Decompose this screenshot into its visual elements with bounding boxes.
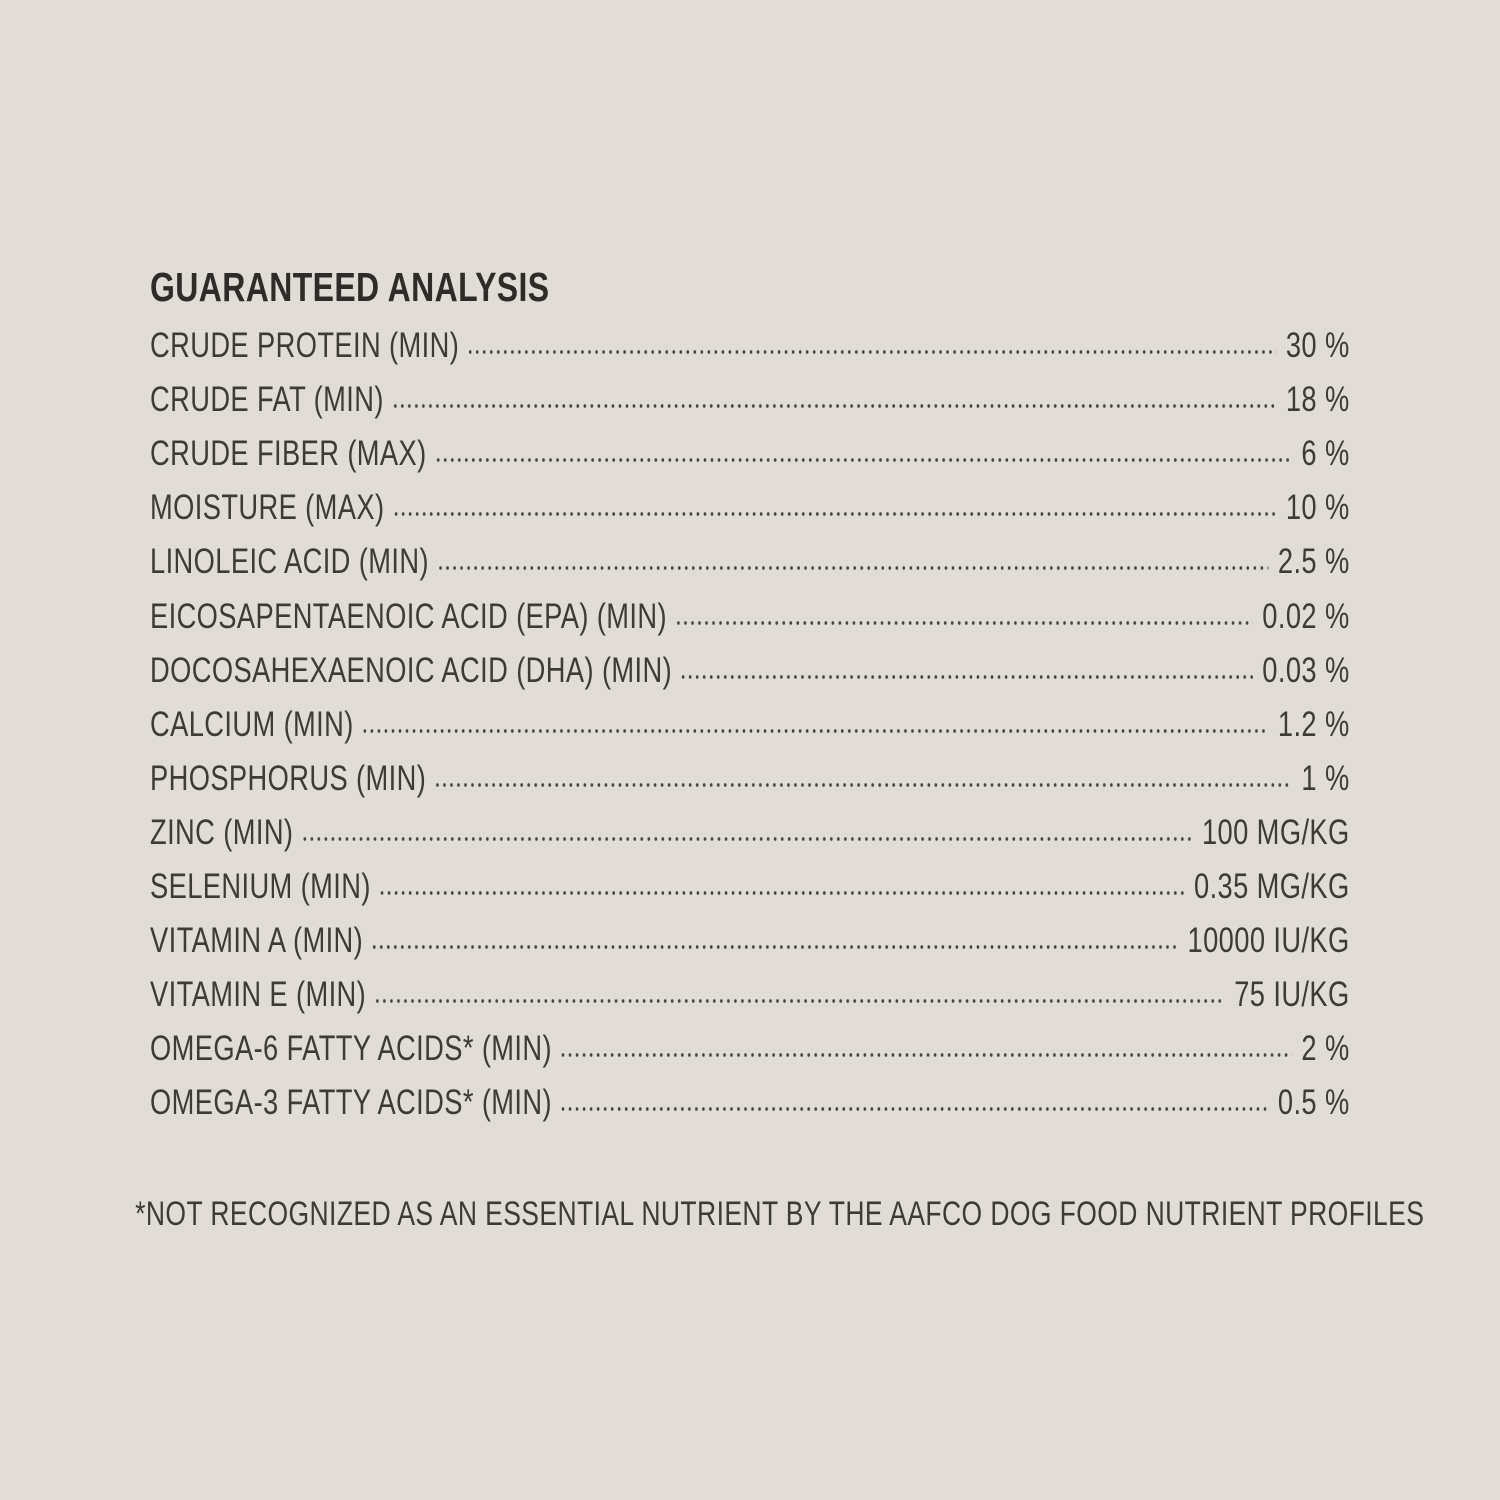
nutrient-label: CRUDE FIBER (MAX) [150, 434, 427, 474]
nutrient-label: SELENIUM (MIN) [150, 867, 371, 907]
analysis-row [150, 480, 1350, 534]
page-title: GUARANTEED ANALYSIS [150, 264, 550, 310]
nutrient-value: 100 MG/KG [1201, 812, 1350, 852]
nutrient-label: ZINC (MIN) [150, 812, 294, 852]
analysis-row [150, 426, 1350, 480]
nutrient-label: VITAMIN A (MIN) [150, 921, 364, 961]
dotted-leader [467, 350, 1276, 354]
nutrient-value: 30 % [1285, 326, 1350, 366]
nutrient-value: 18 % [1285, 380, 1350, 420]
nutrient-value: 10 % [1285, 488, 1350, 528]
dotted-leader [434, 783, 1292, 787]
analysis-row [150, 697, 1350, 751]
analysis-table [150, 318, 1350, 1129]
dotted-leader [392, 512, 1276, 516]
nutrient-label: MOISTURE (MAX) [150, 488, 385, 528]
dotted-leader [301, 837, 1192, 841]
dotted-leader [560, 1107, 1269, 1111]
nutrient-value: 0.5 % [1277, 1083, 1350, 1123]
nutrient-value: 2.5 % [1277, 542, 1350, 582]
dotted-leader [371, 945, 1178, 949]
analysis-row [150, 751, 1350, 805]
nutrient-label: CRUDE FAT (MIN) [150, 380, 384, 420]
nutrient-label: DOCOSAHEXAENOIC ACID (DHA) (MIN) [150, 650, 673, 690]
nutrient-value: 10000 IU/KG [1187, 921, 1350, 961]
nutrient-label: PHOSPHORUS (MIN) [150, 758, 427, 798]
nutrient-value: 0.03 % [1262, 650, 1350, 690]
analysis-row [150, 859, 1350, 913]
analysis-row [150, 1021, 1350, 1075]
analysis-row [150, 913, 1350, 967]
analysis-row [150, 805, 1350, 859]
dotted-leader [680, 675, 1253, 679]
nutrient-value: 6 % [1301, 434, 1350, 474]
dotted-leader [560, 1053, 1292, 1057]
nutrient-label: EICOSAPENTAENOIC ACID (EPA) (MIN) [150, 596, 667, 636]
dotted-leader [379, 891, 1185, 895]
dotted-leader [392, 404, 1277, 408]
dotted-leader [437, 566, 1269, 570]
analysis-row [150, 967, 1350, 1021]
dotted-leader [362, 729, 1269, 733]
nutrient-label: LINOLEIC ACID (MIN) [150, 542, 429, 582]
analysis-row [150, 643, 1350, 697]
nutrient-label: VITAMIN E (MIN) [150, 975, 367, 1015]
nutrient-label: CALCIUM (MIN) [150, 704, 354, 744]
analysis-row [150, 318, 1350, 372]
footnote: *NOT RECOGNIZED AS AN ESSENTIAL NUTRIENT BY THE AAFCO DOG FOOD NUTRIENT PROFILES [135, 1195, 1425, 1233]
analysis-row [150, 372, 1350, 426]
nutrient-value: 0.02 % [1262, 596, 1350, 636]
nutrient-value: 1 % [1301, 758, 1350, 798]
nutrient-value: 0.35 MG/KG [1194, 867, 1350, 907]
nutrient-value: 2 % [1301, 1029, 1350, 1069]
analysis-row [150, 588, 1350, 642]
dotted-leader [675, 621, 1253, 625]
analysis-row [150, 1075, 1350, 1129]
nutrient-label: CRUDE PROTEIN (MIN) [150, 326, 460, 366]
nutrient-label: OMEGA-6 FATTY ACIDS* (MIN) [150, 1029, 552, 1069]
dotted-leader [374, 999, 1225, 1003]
label-content [135, 0, 1425, 1500]
nutrient-label: OMEGA-3 FATTY ACIDS* (MIN) [150, 1083, 552, 1123]
nutrient-value: 75 IU/KG [1234, 975, 1350, 1015]
nutrient-value: 1.2 % [1277, 704, 1350, 744]
analysis-row [150, 534, 1350, 588]
dotted-leader [434, 458, 1292, 462]
